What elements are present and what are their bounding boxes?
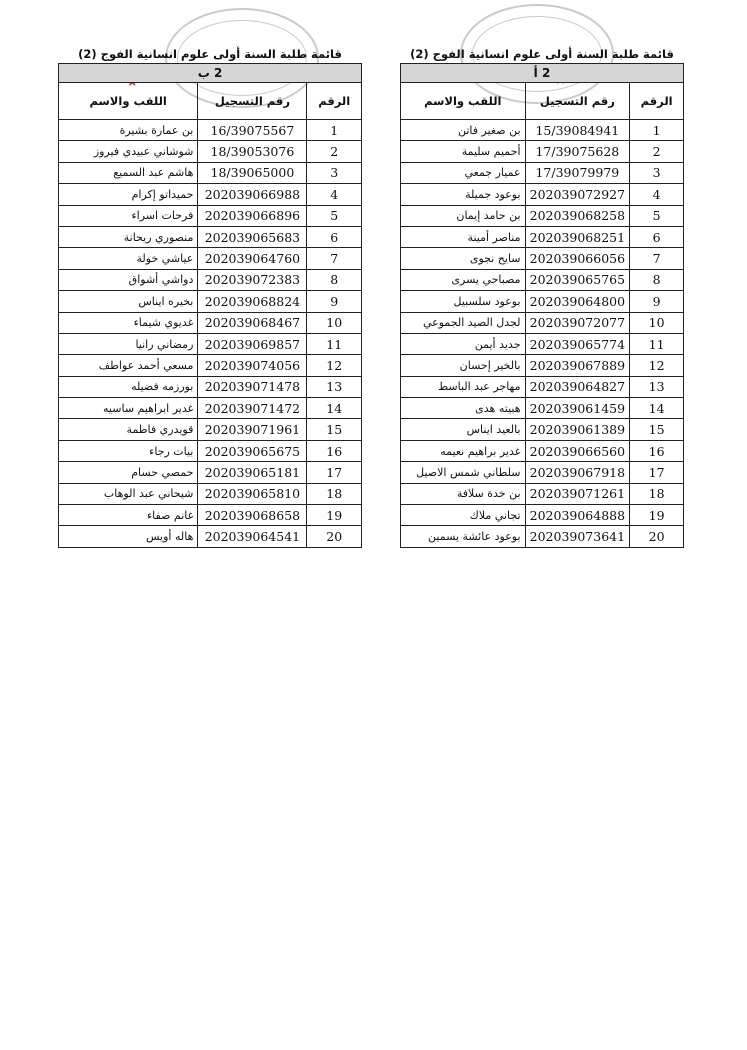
row-number: 3 xyxy=(630,162,684,183)
student-list-sheet-left xyxy=(58,45,362,548)
student-name: بورزمه فضيله xyxy=(59,376,198,397)
row-number: 2 xyxy=(307,141,362,162)
table-row xyxy=(59,483,362,504)
row-number: 11 xyxy=(307,333,362,354)
table-row xyxy=(401,248,684,269)
student-name: غانم صفاء xyxy=(59,505,198,526)
table-row xyxy=(401,312,684,333)
group-label: 2 أ xyxy=(401,64,684,83)
student-name: بوعود جميلة xyxy=(401,184,526,205)
header-name: اللقب والاسم xyxy=(59,83,198,120)
student-name: بخيره ايناس xyxy=(59,291,198,312)
table-row xyxy=(401,120,684,141)
student-name: حمصي حسام xyxy=(59,462,198,483)
registration-number: 202039064888 xyxy=(525,505,630,526)
student-name: بن عمارة بشيرة xyxy=(59,120,198,141)
student-table xyxy=(400,63,684,548)
table-row xyxy=(401,505,684,526)
registration-number: 202039066988 xyxy=(198,184,307,205)
row-number: 15 xyxy=(307,419,362,440)
row-number: 14 xyxy=(630,398,684,419)
registration-number: 202039068467 xyxy=(198,312,307,333)
table-row xyxy=(59,120,362,141)
student-name: مصباحي يسرى xyxy=(401,269,526,290)
table-row xyxy=(59,226,362,247)
student-name: دواشي أشواق xyxy=(59,269,198,290)
student-name: غدير ابراهيم ساسيه xyxy=(59,398,198,419)
student-name: عياشي خولة xyxy=(59,248,198,269)
row-number: 2 xyxy=(630,141,684,162)
table-row xyxy=(59,462,362,483)
row-number: 3 xyxy=(307,162,362,183)
table-row xyxy=(401,462,684,483)
student-name: جديد أيمن xyxy=(401,333,526,354)
student-name: مناصر أمينة xyxy=(401,226,526,247)
row-number: 12 xyxy=(630,355,684,376)
student-name: شوشاني عبيدي فيروز xyxy=(59,141,198,162)
registration-number: 202039072383 xyxy=(198,269,307,290)
student-name: لجدل الصيد الجموعي xyxy=(401,312,526,333)
registration-number: 17/39075628 xyxy=(525,141,630,162)
student-name: رمضاني رانيا xyxy=(59,333,198,354)
row-number: 20 xyxy=(307,526,362,547)
registration-number: 202039072077 xyxy=(525,312,630,333)
table-row xyxy=(59,184,362,205)
table-row xyxy=(401,355,684,376)
student-name: بن صغير فاتن xyxy=(401,120,526,141)
row-number: 17 xyxy=(307,462,362,483)
registration-number: 202039064760 xyxy=(198,248,307,269)
student-name: تجاني ملاك xyxy=(401,505,526,526)
sheet-title: قائمة طلبة السنة أولى علوم انسانية الفوج (2) xyxy=(410,47,674,61)
student-name: بالخير إحسان xyxy=(401,355,526,376)
table-row xyxy=(59,312,362,333)
registration-number: 202039066056 xyxy=(525,248,630,269)
registration-number: 202039074056 xyxy=(198,355,307,376)
registration-number: 202039064800 xyxy=(525,291,630,312)
student-name: حميداتو إكرام xyxy=(59,184,198,205)
row-number: 15 xyxy=(630,419,684,440)
table-row xyxy=(59,141,362,162)
registration-number: 202039065810 xyxy=(198,483,307,504)
registration-number: 202039067918 xyxy=(525,462,630,483)
registration-number: 202039071478 xyxy=(198,376,307,397)
table-row xyxy=(401,141,684,162)
student-name: عميار جمعي xyxy=(401,162,526,183)
student-name: بن خدة سلافة xyxy=(401,483,526,504)
table-row xyxy=(59,355,362,376)
registration-number: 202039068258 xyxy=(525,205,630,226)
student-table xyxy=(58,63,362,548)
row-number: 4 xyxy=(630,184,684,205)
student-name: سايح نجوى xyxy=(401,248,526,269)
registration-number: 202039065181 xyxy=(198,462,307,483)
row-number: 6 xyxy=(630,226,684,247)
header-name: اللقب والاسم xyxy=(401,83,526,120)
table-row xyxy=(59,162,362,183)
student-name: بوعود سلسبيل xyxy=(401,291,526,312)
student-name: فرحات اسراء xyxy=(59,205,198,226)
registration-number: 17/39079979 xyxy=(525,162,630,183)
table-row xyxy=(401,184,684,205)
header-number: الرقم xyxy=(307,83,362,120)
row-number: 14 xyxy=(307,398,362,419)
student-name: غدير براهيم نعيمه xyxy=(401,440,526,461)
header-number: الرقم xyxy=(630,83,684,120)
registration-number: 202039072927 xyxy=(525,184,630,205)
student-name: بيات رجاء xyxy=(59,440,198,461)
table-row xyxy=(59,419,362,440)
registration-number: 202039064541 xyxy=(198,526,307,547)
row-number: 20 xyxy=(630,526,684,547)
student-name: هاشم عبد السميع xyxy=(59,162,198,183)
registration-number: 18/39053076 xyxy=(198,141,307,162)
row-number: 8 xyxy=(630,269,684,290)
row-number: 19 xyxy=(630,505,684,526)
table-row xyxy=(59,526,362,547)
row-number: 6 xyxy=(307,226,362,247)
student-name: قويدري فاطمة xyxy=(59,419,198,440)
table-row xyxy=(401,226,684,247)
row-number: 5 xyxy=(307,205,362,226)
registration-number: 15/39084941 xyxy=(525,120,630,141)
student-name: بن حامد إيمان xyxy=(401,205,526,226)
table-row xyxy=(401,526,684,547)
row-number: 12 xyxy=(307,355,362,376)
row-number: 9 xyxy=(630,291,684,312)
student-name: مسعي أحمد عواطف xyxy=(59,355,198,376)
registration-number: 202039065774 xyxy=(525,333,630,354)
row-number: 4 xyxy=(307,184,362,205)
row-number: 7 xyxy=(630,248,684,269)
registration-number: 202039068824 xyxy=(198,291,307,312)
registration-number: 202039068658 xyxy=(198,505,307,526)
registration-number: 202039065765 xyxy=(525,269,630,290)
sheet-title: قائمة طلبة السنة أولى علوم انسانية الفوج (2) xyxy=(78,47,342,61)
table-row xyxy=(59,205,362,226)
registration-number: 202039068251 xyxy=(525,226,630,247)
table-row xyxy=(401,440,684,461)
table-row xyxy=(59,376,362,397)
registration-number: 202039065675 xyxy=(198,440,307,461)
group-label: 2 ب xyxy=(59,64,362,83)
row-number: 1 xyxy=(630,120,684,141)
registration-number: 202039073641 xyxy=(525,526,630,547)
student-name: بوعود عائشة يسمين xyxy=(401,526,526,547)
student-name: مهاجر عبد الباسط xyxy=(401,376,526,397)
table-row xyxy=(59,269,362,290)
header-registration: رقم التسجيل xyxy=(198,83,307,120)
table-row xyxy=(59,248,362,269)
registration-number: 18/39065000 xyxy=(198,162,307,183)
registration-number: 202039071261 xyxy=(525,483,630,504)
table-row xyxy=(401,398,684,419)
row-number: 13 xyxy=(307,376,362,397)
registration-number: 202039065683 xyxy=(198,226,307,247)
row-number: 16 xyxy=(307,440,362,461)
row-number: 18 xyxy=(307,483,362,504)
header-registration: رقم التسجيل xyxy=(525,83,630,120)
table-row xyxy=(401,291,684,312)
registration-number: 16/39075567 xyxy=(198,120,307,141)
registration-number: 202039064827 xyxy=(525,376,630,397)
table-row xyxy=(59,505,362,526)
row-number: 17 xyxy=(630,462,684,483)
registration-number: 202039061459 xyxy=(525,398,630,419)
row-number: 13 xyxy=(630,376,684,397)
row-number: 8 xyxy=(307,269,362,290)
row-number: 10 xyxy=(307,312,362,333)
table-row xyxy=(401,162,684,183)
student-name: منصوري ريحانة xyxy=(59,226,198,247)
row-number: 19 xyxy=(307,505,362,526)
student-name: غديوي شيماء xyxy=(59,312,198,333)
student-name: شيحاني عبد الوهاب xyxy=(59,483,198,504)
student-list-sheet-right xyxy=(400,45,684,548)
table-row xyxy=(59,333,362,354)
registration-number: 202039066560 xyxy=(525,440,630,461)
registration-number: 202039061389 xyxy=(525,419,630,440)
row-number: 11 xyxy=(630,333,684,354)
row-number: 16 xyxy=(630,440,684,461)
table-row xyxy=(401,483,684,504)
row-number: 1 xyxy=(307,120,362,141)
registration-number: 202039069857 xyxy=(198,333,307,354)
table-row xyxy=(59,440,362,461)
registration-number: 202039066896 xyxy=(198,205,307,226)
student-name: هاله أويس xyxy=(59,526,198,547)
row-number: 18 xyxy=(630,483,684,504)
table-row xyxy=(401,333,684,354)
row-number: 10 xyxy=(630,312,684,333)
student-name: هبيته هدى xyxy=(401,398,526,419)
table-row xyxy=(59,291,362,312)
row-number: 9 xyxy=(307,291,362,312)
registration-number: 202039071472 xyxy=(198,398,307,419)
table-row xyxy=(401,269,684,290)
registration-number: 202039071961 xyxy=(198,419,307,440)
table-row xyxy=(401,376,684,397)
row-number: 7 xyxy=(307,248,362,269)
row-number: 5 xyxy=(630,205,684,226)
student-name: أحميم سليمة xyxy=(401,141,526,162)
student-name: سلطاني شمس الاصيل xyxy=(401,462,526,483)
table-row xyxy=(401,419,684,440)
registration-number: 202039067889 xyxy=(525,355,630,376)
table-row xyxy=(401,205,684,226)
student-name: بالعيد ايناس xyxy=(401,419,526,440)
table-row xyxy=(59,398,362,419)
